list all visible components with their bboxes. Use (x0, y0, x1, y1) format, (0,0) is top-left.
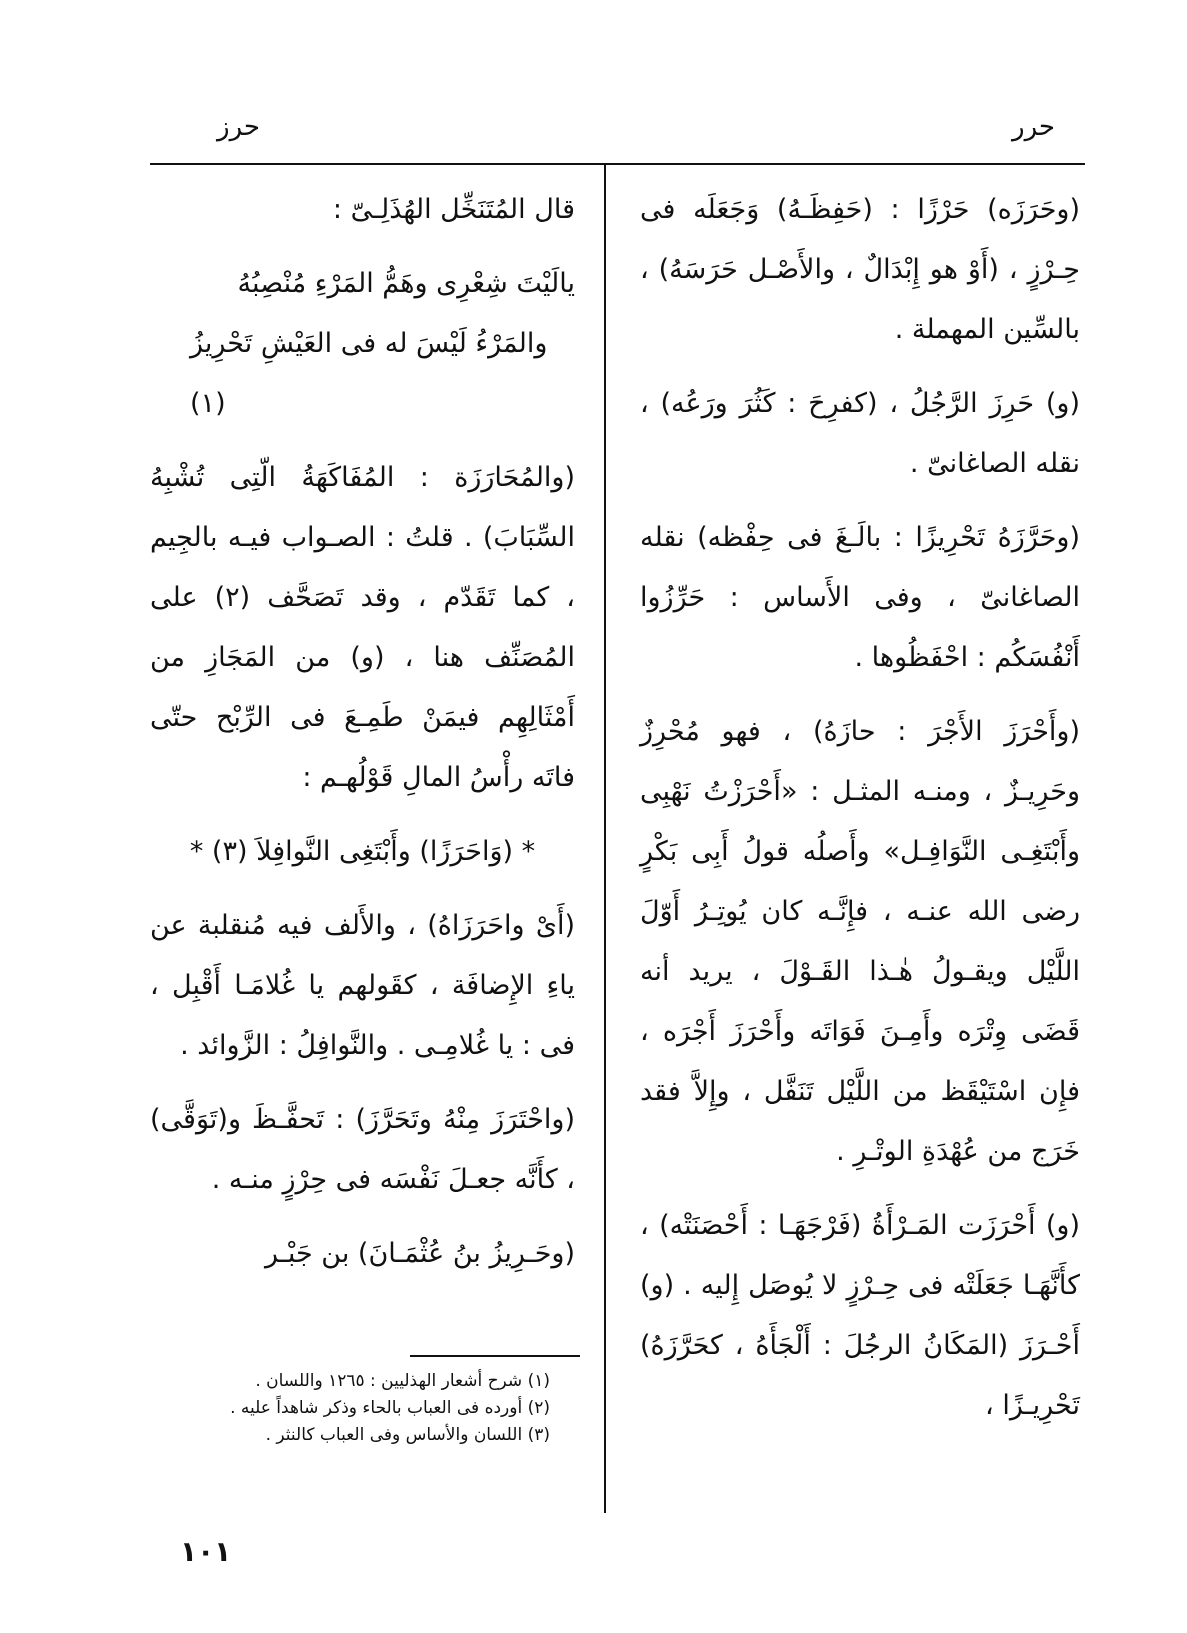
entry-paragraph: (أَىْ واحَرَزَاهُ) ، والأَلف فيه مُنقلبة عن ياءِ الإِضافَة ، كقَولهم يا غُلامَـا أَقْبِل ، فى : يا غُلامِـى . والنَّوافِلُ : الزَّوائد . (150, 910, 575, 1061)
entry-paragraph: (وحَـرِيزُ بنُ عُثْمَـانَ) بن جَبْـر (265, 1238, 575, 1269)
entry-paragraph: (و) حَرِزَ الرَّجُلُ ، (كفرِحَ : كَثُرَ ورَعُه) ، نقله الصاغانىّ . (640, 388, 1080, 479)
entry-paragraph: (واحْتَرَزَ مِنْهُ وتَحَرَّزَ) : تَحفَّـظَ و(تَوَقَّى) ، كأَنَّه جعـلَ نَفْسَه فى حِرْزٍ منـه . (150, 1104, 575, 1195)
proverb-verse: * (وَاحَرَزًا) وأَبْتَغِى النَّوافِلاَ (٣) * (189, 836, 536, 867)
verse-first-hemistich: يالَيْتَ شِعْرِى وهَمُّ المَرْءِ مُنْصِبُهُ (237, 268, 575, 299)
page-number: ١٠١ (180, 1535, 232, 1568)
entry-paragraph: (وحَرَّزَهُ تَحْرِيزًا : بالَـغَ فى حِفْظه) نقله الصاغانىّ ، وفى الأَساس : حَرِّزُوا أَنْفُسَكُم : احْفَظُوها . (640, 522, 1080, 673)
running-head-left: حرز (217, 112, 260, 142)
footnotes (190, 1368, 550, 1449)
entry-paragraph: (وأَحْرَزَ الأَجْرَ : حازَهُ) ، فهو مُحْرِزٌ وحَرِيـزٌ ، ومنـه المثـل : «أَحْرَزْتُ نَهْبِى وأَبْتَغِـى النَّوَافِـل» وأَصلُه قولُ أَبِى بَكْرٍ رضى الله عنـه ، فإِنَّـه كان يُوتِـرُ أَوّلَ اللَّيْل ويقـولُ هٰـذا القَـوْلَ ، يريد أنه قَضَى وِتْرَه وأَمِـنَ فَوَاتَه وأَحْرَزَ أَجْرَه ، فإِن اسْتَيْقَظ من اللَّيْل تَنَفَّل ، وإِلاَّ فقد خَرَج من عُهْدَةِ الوتْـرِ . (640, 716, 1080, 1167)
footnote-rule (410, 1355, 580, 1357)
footnote-3: (٣) اللسان والأساس وفى العباب كالنثر . (265, 1425, 550, 1445)
poem-verse (150, 254, 575, 434)
verse-second-hemistich: والمَرْءُ لَيْسَ له فى العَيْشِ تَحْرِيزُ (١) (190, 328, 548, 419)
entry-paragraph: (و) أَحْرَزَت المَـرْأَةُ (فَرْجَهَـا : أَحْصَنَتْه) ، كأَنَّهَـا جَعَلَتْه فى حِـرْزٍ لا يُوصَل إِليه . (و) أَحْـرَزَ (المَكَانُ الرجُلَ : أَلْجَأَهُ ، كحَرَّزَهُ) تَحْرِيـزًا ، (640, 1210, 1080, 1421)
entry-paragraph: (وحَرَزَه) حَرْزًا : (حَفِظَـهُ) وَجَعَلَه فى حِـرْزٍ ، (أَوْ هو إِبْدَالٌ ، والأَصْـل حَرَسَهُ) ، بالسِّين المهملة . (640, 194, 1080, 345)
poet-intro: قال المُتَنَخِّل الهُذَلِـىّ : (332, 194, 575, 225)
left-column (150, 180, 575, 1298)
column-divider (604, 163, 606, 1513)
footnote-2: (٢) أورده فى العباب بالحاء وذكر شاهداً عليه . (230, 1398, 550, 1418)
entry-paragraph: (والمُحَارَزَة : المُفَاكَهَةُ الّتِى تُشْبِهُ السِّبَابَ) . قلتُ : الصـواب فيـه بالجِيم ، كما تَقَدّم ، وقد تَصَحَّف (٢) على المُصَنِّف هنا ، (و) من المَجَازِ من أَمْثَالِهِم فيمَنْ طَمِـعَ فى الرِّبْح حتّى فاتَه رأْسُ المالِ قَوْلُهـم : (150, 462, 575, 793)
running-head-right: حرر (1012, 112, 1055, 142)
right-column (640, 180, 1080, 1450)
header-rule (150, 163, 1085, 165)
footnote-1: (١) شرح أشعار الهذليين : ١٢٦٥ واللسان . (255, 1371, 550, 1391)
